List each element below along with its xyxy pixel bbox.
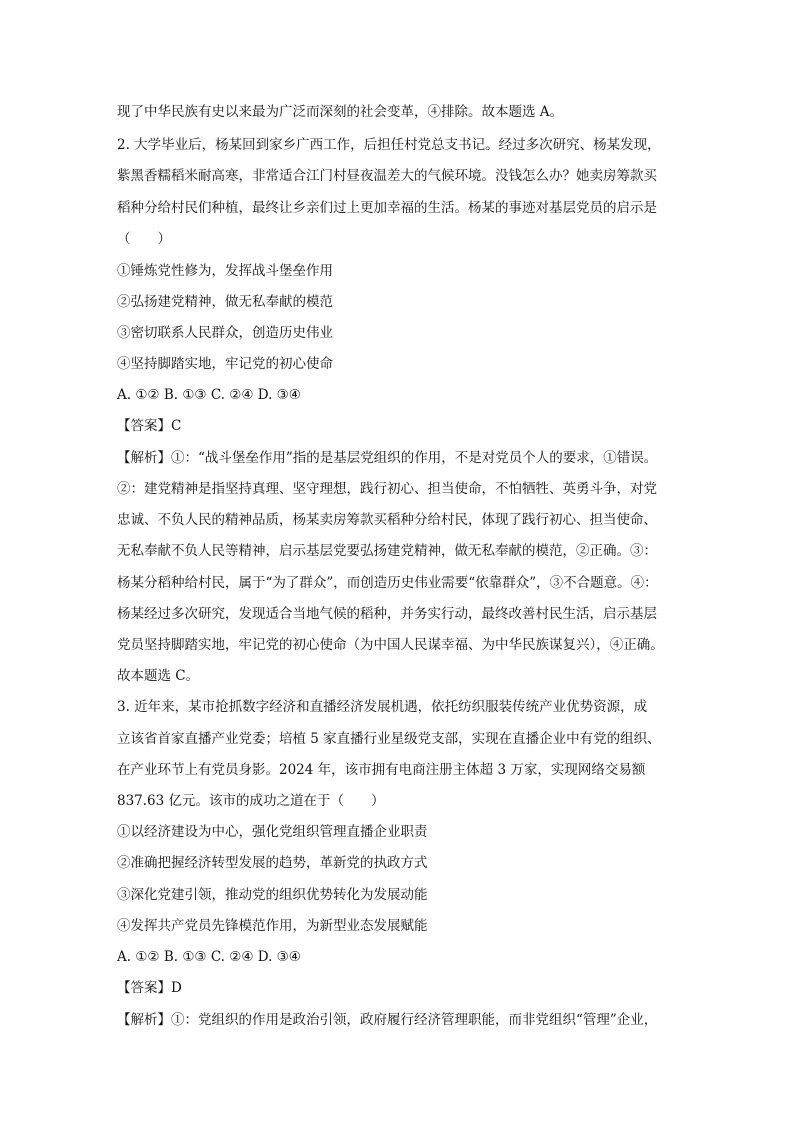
question-3-stem: 837.63 亿元。该市的成功之道在于（ ） [117,793,385,809]
question-2-answer: 【答案】C [117,418,182,434]
question-2-option-1: ①锤炼党性修为，发挥战斗堡垒作用 [117,263,333,279]
question-3-stem: 立该省首家直播产业党委；培植 5 家直播行业星级党支部，实现在直播企业中有党的组织、 [117,731,661,747]
question-2-analysis: 无私奉献不负人民等精神，启示基层党要弘扬建党精神，做无私奉献的模范，②正确。③： [117,543,657,559]
question-2-analysis: 【解析】①：“战斗堡垒作用”指的是基层党组织的作用，不是对党员个人的要求，①错误。 [117,450,658,466]
question-2-analysis: 杨某经过多次研究，发现适合当地气候的稻种，并务实行动，最终改善村民生活，启示基层 [117,606,657,622]
question-2-option-3: ③密切联系人民群众，创造历史伟业 [117,325,333,341]
question-2-analysis: ②：建党精神是指坚持真理、坚守理想，践行初心、担当使命，不怕牺牲、英勇斗争，对党 [117,481,657,497]
question-2-analysis: 故本题选 C。 [117,668,200,684]
question-2-analysis: 党员坚持脚踏实地，牢记党的初心使命（为中国人民谋幸福、为中华民族谋复兴），④正确。 [117,637,664,653]
question-3-analysis: 【解析】①：党组织的作用是政治引领，政府履行经济管理职能，而非党组织“管理”企业， [117,1012,658,1028]
question-2-blank: （ ） [117,231,171,247]
question-3-choices: A. ①② B. ①③ C. ②④ D. ③④ [117,949,301,965]
question-2-analysis: 杨某分稻种给村民，属于“为了群众”，而创造历史伟业需要“依靠群众”，③不合题意。④： [117,575,658,591]
question-2-stem: 紫黑香糯稻米耐高寒，非常适合江门村昼夜温差大的气候环境。没钱怎么办？她卖房筹款买 [117,168,657,184]
question-2-stem: 2. 大学毕业后，杨某回到家乡广西工作，后担任村党总支书记。经过多次研究、杨某发现， [117,137,661,153]
question-2-analysis: 忠诚、不负人民的精神品质，杨某卖房筹款买稻种分给村民，体现了践行初心、担当使命、 [117,512,657,528]
question-3-option-1: ①以经济建设为中心，强化党组织管理直播企业职责 [117,824,428,840]
question-3-stem: 在产业环节上有党员身影。2024 年，该市拥有电商注册主体超 3 万家，实现网络交易额 [117,762,646,778]
question-2-option-2: ②弘扬建党精神，做无私奉献的模范 [117,294,333,310]
question-3-option-3: ③深化党建引领，推动党的组织优势转化为发展动能 [117,887,428,903]
question-2-option-4: ④坚持脚踏实地，牢记党的初心使命 [117,356,333,372]
question-2-choices: A. ①② B. ①③ C. ②④ D. ③④ [117,387,301,403]
question-3-option-4: ④发挥共产党员先锋模范作用，为新型业态发展赋能 [117,918,428,934]
question-2-stem: 稻种分给村民们种植，最终让乡亲们过上更加幸福的生活。杨某的事迹对基层党员的启示是 [117,200,657,216]
prev-answer-line: 现了中华民族有史以来最为广泛而深刻的社会变革，④排除。故本题选 A。 [117,104,564,120]
question-3-stem: 3. 近年来，某市抢抓数字经济和直播经济发展机遇，依托纺织服装传统产业优势资源，成 [117,699,648,715]
question-3-option-2: ②准确把握经济转型发展的趋势，革新党的执政方式 [117,855,428,871]
question-3-answer: 【答案】D [117,980,182,996]
